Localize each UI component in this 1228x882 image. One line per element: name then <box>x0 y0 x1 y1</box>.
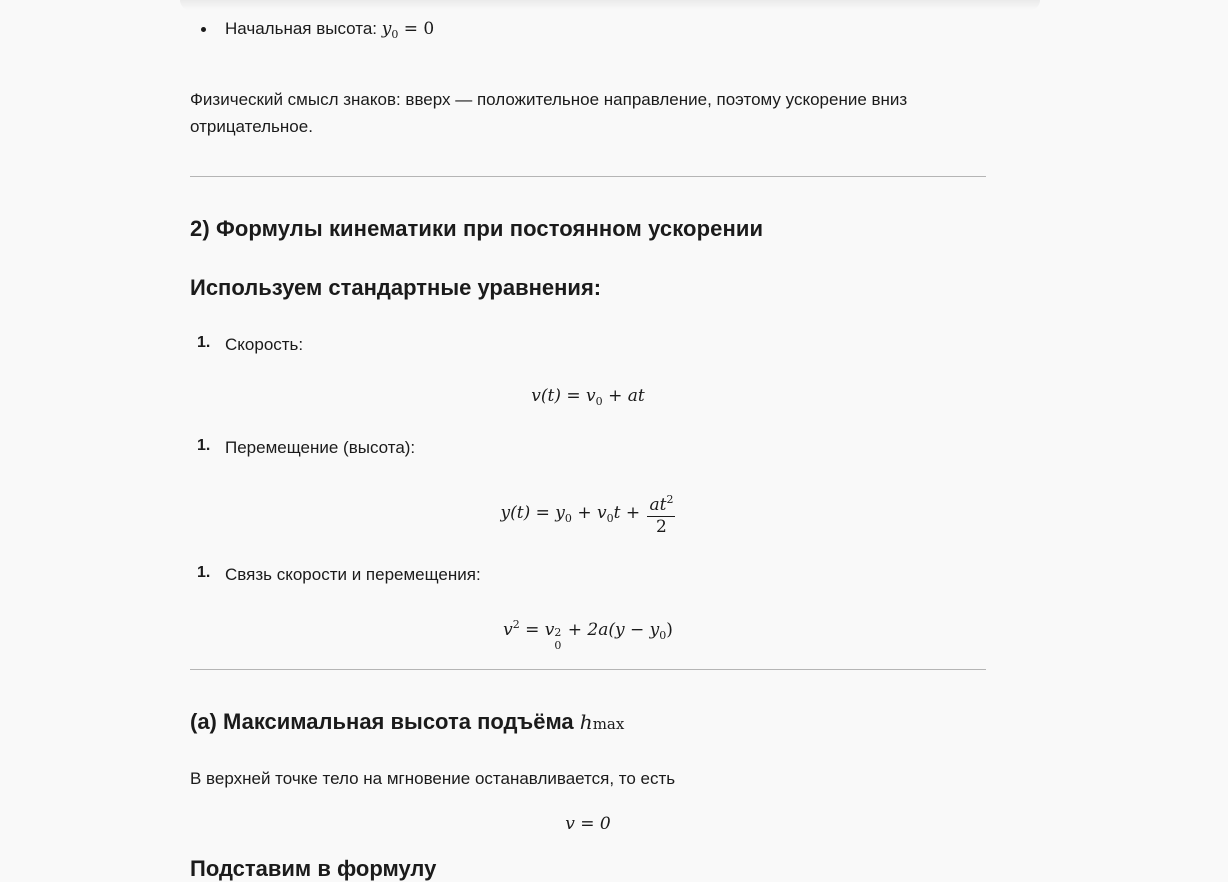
equations-subheading: Используем стандартные уравнения: <box>190 275 602 300</box>
velocity-equation: $v(t) = v_0$ + at <box>531 386 645 408</box>
bullet-initial-height <box>225 15 434 48</box>
section-divider <box>190 669 986 670</box>
bullet-marker <box>201 27 206 32</box>
list-item-velocity-label: Скорость: <box>225 335 304 354</box>
list-item-marker: 1. <box>197 334 211 351</box>
initial-height-math: $y_0 = 0$ <box>381 19 435 41</box>
fraction-at2-over-2: $\frac{at^2}{2}$ <box>647 490 675 537</box>
v-equals-zero-equation: v = 0 <box>565 814 611 834</box>
sign-meaning-paragraph: Физический смысл знаков: вверх — положительное направление, поэтому ускорение вниз отрицательное. <box>190 90 908 136</box>
section-a-heading: (a) Максимальная высота подъёма hmax <box>190 709 625 734</box>
displacement-equation: $y(t) = y_0 + v_0t$ + $\frac{at^2}{2}$ <box>190 490 986 537</box>
document-content <box>190 0 986 881</box>
list-item-marker: 1. <box>197 564 211 581</box>
next-heading-partial: Подставим в формулу <box>190 856 437 881</box>
list-item-marker: 1. <box>197 437 211 454</box>
list-item-displacement-label: Перемещение (высота): <box>225 438 416 457</box>
section-divider <box>190 176 986 177</box>
section-2-heading: 2) Формулы кинематики при постоянном ускорении <box>190 216 764 241</box>
list-item-relation-label: Связь скорости и перемещения: <box>225 565 481 584</box>
bullet-label: Начальная высота: <box>225 19 378 38</box>
top-point-paragraph: В верхней точке тело на мгновение останавливается, то есть <box>190 769 676 788</box>
velocity-displacement-equation: $v^2 = v$ 2 0 + $2a(y - y_0)$ <box>503 618 673 652</box>
